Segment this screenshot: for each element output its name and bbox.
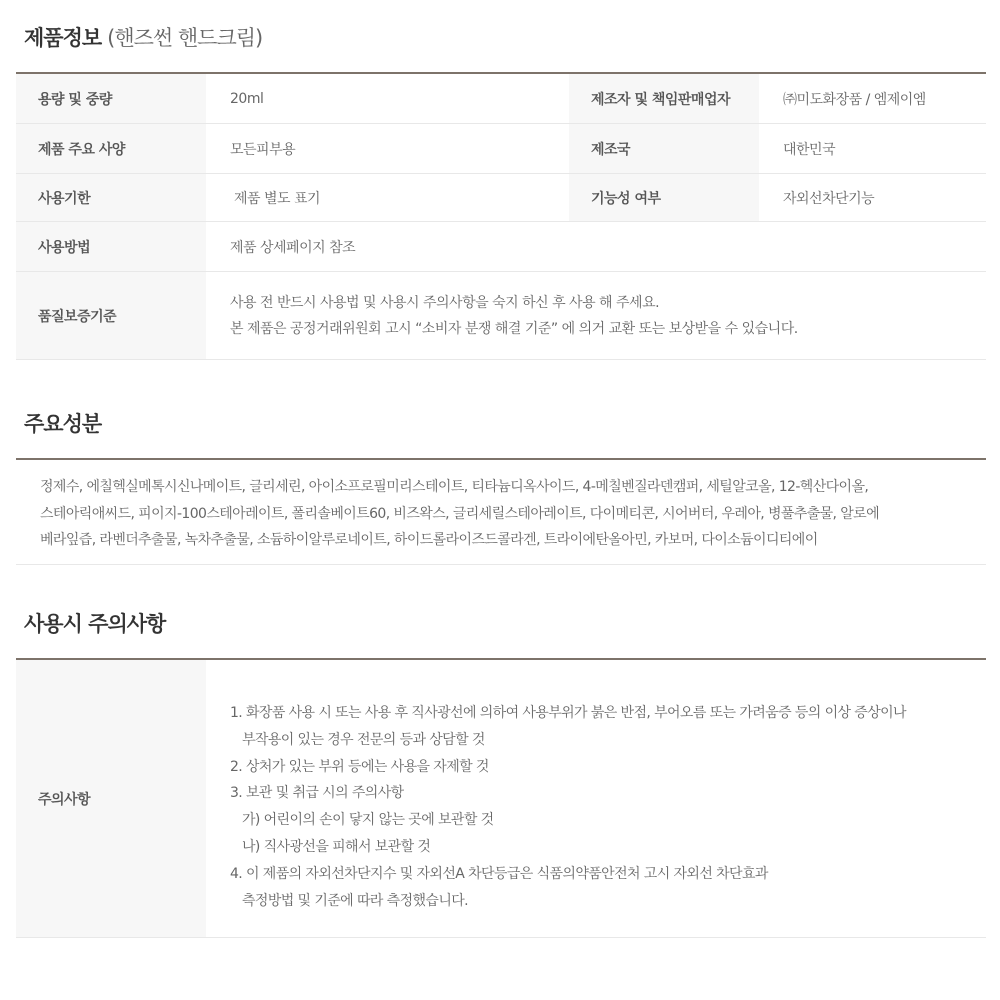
info-value: 대한민국 [759, 124, 986, 173]
usage-label: 사용방법 [16, 222, 206, 271]
caution-line: 4. 이 제품의 자외선차단지수 및 자외선A 차단등급은 식품의약품안전처 고시 자외선 차단효과 [230, 865, 768, 882]
quality-value [206, 272, 986, 359]
info-label: 기능성 여부 [569, 174, 759, 221]
info-value: 제품 별도 표기 [206, 174, 569, 221]
quality-line: 본 제품은 공정거래위원회 고시 “소비자 분쟁 해결 기준” 에 의거 교환 또는 보상받을 수 있습니다. [230, 320, 798, 337]
usage-value: 제품 상세페이지 참조 [206, 222, 986, 271]
caution-heading [16, 588, 986, 660]
product-info-subtitle: (핸즈썬 핸드크림) [107, 26, 263, 50]
ingredients-heading [16, 388, 986, 460]
ingredients-list [16, 460, 986, 565]
caution-line: 가) 어린이의 손이 닿지 않는 곳에 보관할 것 [242, 812, 494, 829]
caution-line: 1. 화장품 사용 시 또는 사용 후 직사광선에 의하여 사용부위가 붉은 반점, 부어오름 또는 가려움증 등의 이상 증상이나 [230, 705, 906, 721]
info-value: 자외선차단기능 [759, 174, 986, 221]
info-label: 용량 및 중량 [16, 74, 206, 123]
caution-section [16, 588, 986, 938]
info-value: 모든피부용 [206, 124, 569, 173]
ingredients-title: 주요성분 [24, 412, 102, 436]
info-label: 제조자 및 책임판매업자 [569, 74, 759, 123]
info-row [16, 74, 986, 124]
quality-line: 사용 전 반드시 사용법 및 사용시 주의사항을 숙지 하신 후 사용 해 주세요. [230, 294, 660, 311]
caution-label: 주의사항 [16, 660, 206, 937]
caution-line: 나) 직사광선을 피해서 보관할 것 [242, 838, 431, 855]
product-info-heading [16, 2, 986, 74]
info-value: 20ml [206, 74, 569, 123]
caution-row [16, 660, 986, 938]
caution-list [206, 660, 986, 937]
info-label: 사용기한 [16, 174, 206, 221]
ingredients-section [16, 388, 986, 565]
quality-label: 품질보증기준 [16, 272, 206, 359]
ingredients-line: 정제수, 에칠헥실메톡시신나메이트, 글리세린, 아이소프로필미리스테이트, 티타늄디옥사이드, 4-메칠벤질라덴캠퍼, 세틸알코올, 12-헥산다이올, [40, 479, 869, 495]
product-info-title: 제품정보 [24, 26, 102, 50]
product-info-section [16, 2, 986, 360]
ingredients-line: 스테아릭애씨드, 피이지-100스테아레이트, 폴리솔베이트60, 비즈왁스, 글리세릴스테아레이트, 다이메티콘, 시어버터, 우레아, 병풀추출물, 알로에 [40, 505, 880, 522]
info-row-usage [16, 222, 986, 272]
caution-line: 부작용이 있는 경우 전문의 등과 상담할 것 [242, 731, 485, 748]
caution-line: 측정방법 및 기준에 따라 측정했습니다. [242, 892, 469, 909]
info-value: ㈜미도화장품 / 엠제이엠 [759, 74, 986, 123]
info-label: 제품 주요 사양 [16, 124, 206, 173]
caution-line: 2. 상처가 있는 부위 등에는 사용을 자제할 것 [230, 758, 489, 775]
info-label: 제조국 [569, 124, 759, 173]
caution-line: 3. 보관 및 취급 시의 주의사항 [230, 785, 404, 802]
ingredients-line: 베라잎즙, 라벤더추출물, 녹차추출물, 소듐하이알루로네이트, 하이드롤라이즈드콜라겐, 트라이에탄올아민, 카보머, 다이소듐이디티에이 [40, 532, 818, 548]
info-row [16, 124, 986, 174]
caution-title: 사용시 주의사항 [24, 612, 166, 636]
info-row-quality [16, 272, 986, 360]
info-row [16, 174, 986, 222]
